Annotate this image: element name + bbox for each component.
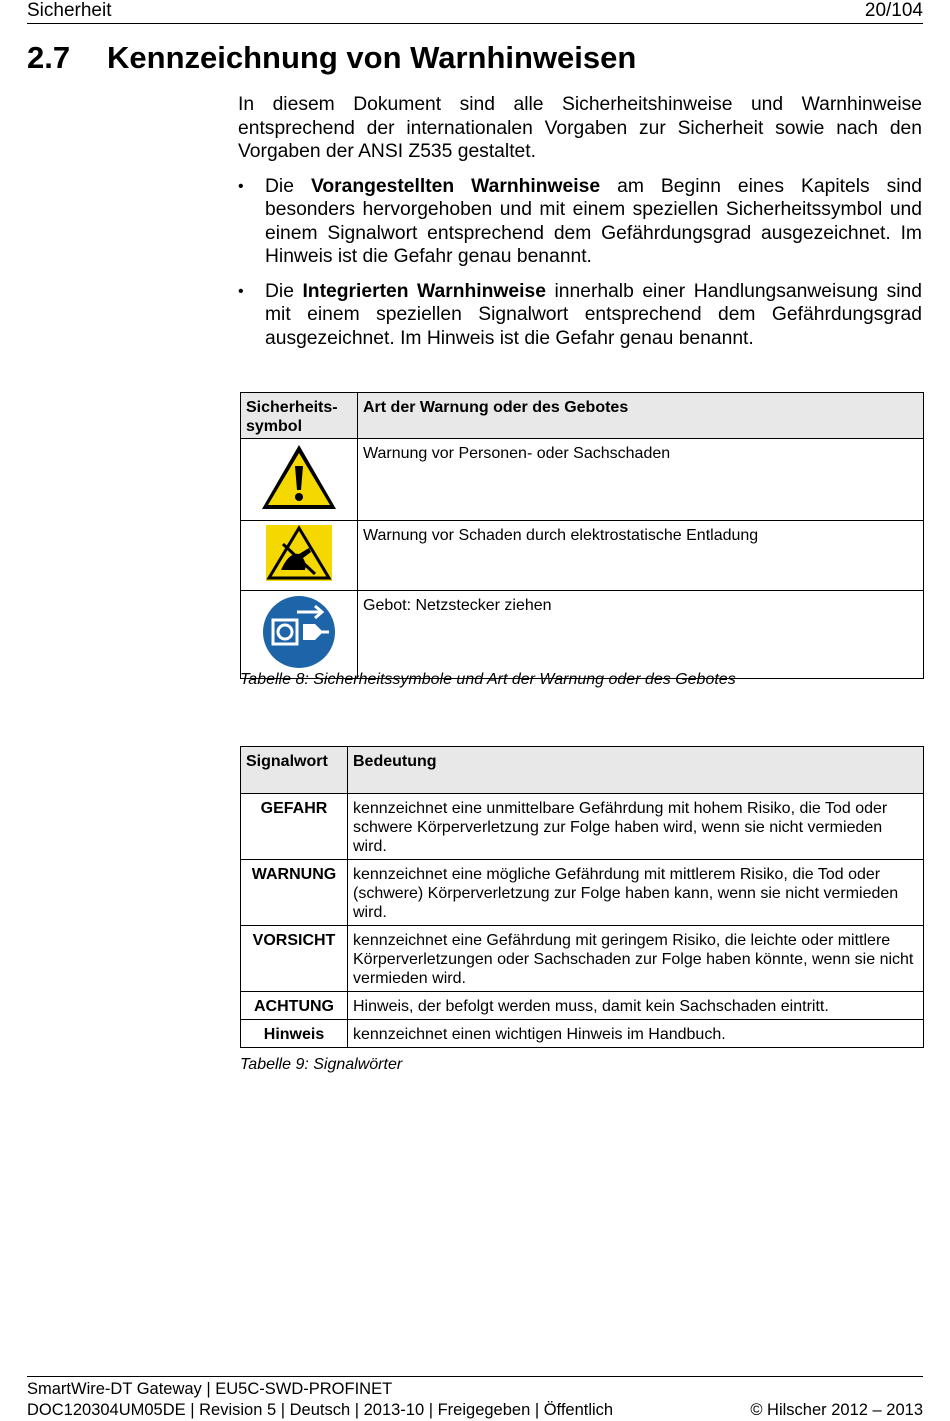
section-number: 2.7 xyxy=(27,40,71,75)
table8-caption: Tabelle 8: Sicherheitssymbole und Art der Warnung oder des Gebotes xyxy=(240,671,736,688)
header-warning-type: Art der Warnung oder des Gebotes xyxy=(358,393,924,439)
warning-text: Warnung vor Schaden durch elektrostatische Entladung xyxy=(358,521,924,591)
signal-word-table xyxy=(240,746,924,1048)
section-title: Kennzeichnung von Warnhinweisen xyxy=(107,40,637,75)
header-meaning: Bedeutung xyxy=(348,747,924,794)
warning-text: Gebot: Netzstecker ziehen xyxy=(358,591,924,679)
table9-caption: Tabelle 9: Signalwörter xyxy=(240,1056,403,1073)
signal-meaning: Hinweis, der befolgt werden muss, damit kein Sachschaden eintritt. xyxy=(348,992,924,1020)
header-page-number: 20/104 xyxy=(864,0,923,21)
bullet-text-bold: Integrierten Warnhinweise xyxy=(302,280,546,302)
table-header-row xyxy=(241,393,924,439)
signal-meaning: kennzeichnet eine Gefährdung mit geringem Risiko, die leichte oder mittlere Körperverletzungen oder Sachschaden zur Folge haben könnte, wenn sie nicht vermieden wird. xyxy=(348,926,924,992)
bullet-list xyxy=(238,175,922,351)
signal-word: WARNUNG xyxy=(241,860,348,926)
warning-triangle-icon xyxy=(259,442,339,512)
symbol-cell xyxy=(241,591,358,679)
intro-paragraph: In diesem Dokument sind alle Sicherheitshinweise und Warnhinweise entsprechend der internationalen Vorgaben zur Sicherheit sowie nach den Vorgaben der ANSI Z535 gestaltet. xyxy=(238,94,922,162)
table-row xyxy=(241,1020,924,1048)
warning-text: Warnung vor Personen- oder Sachschaden xyxy=(358,439,924,521)
header-signal-word: Signalwort xyxy=(241,747,348,794)
signal-word: GEFAHR xyxy=(241,794,348,860)
header-chapter: Sicherheit xyxy=(27,0,112,21)
page-header xyxy=(27,0,923,24)
signal-word: Hinweis xyxy=(241,1020,348,1048)
table-row xyxy=(241,591,924,679)
signal-word: VORSICHT xyxy=(241,926,348,992)
esd-warning-icon xyxy=(265,524,333,582)
safety-symbol-table xyxy=(240,392,924,679)
table-row xyxy=(241,860,924,926)
signal-meaning: kennzeichnet eine unmittelbare Gefährdung mit hohem Risiko, die Tod oder schwere Körperverletzung zur Folge haben wird, wenn sie nicht vermieden wird. xyxy=(348,794,924,860)
table-row xyxy=(241,926,924,992)
bullet-text-post: am Beginn eines Kapitels sind besonders hervorgehoben und mit einem speziellen Sicherheitssymbol und einem Signalwort entsprechend dem Gefährdungsgrad ausgezeichnet. Im Hinweis ist die Gefahr genau benannt. xyxy=(265,175,922,267)
signal-meaning: kennzeichnet eine mögliche Gefährdung mit mittlerem Risiko, die Tod oder (schwere) Körperverletzung zur Folge haben kann, wenn sie nicht vermieden wird. xyxy=(348,860,924,926)
bullet-text-post: innerhalb einer Handlungsanweisung sind mit einem speziellen Signalwort entsprechend dem Gefährdungsgrad ausgezeichnet. Im Hinweis ist die Gefahr genau benannt. xyxy=(265,280,922,349)
table-header-row xyxy=(241,747,924,794)
section-heading xyxy=(27,40,636,76)
table-row xyxy=(241,521,924,591)
table-row xyxy=(241,992,924,1020)
page-footer xyxy=(27,1376,923,1421)
table-row xyxy=(241,794,924,860)
footer-document-info: DOC120304UM05DE | Revision 5 | Deutsch | 2013-10 | Freigegeben | Öffentlich xyxy=(27,1401,614,1419)
header-symbol: Sicherheits-symbol xyxy=(241,393,358,439)
symbol-cell xyxy=(241,439,358,521)
footer-copyright: © Hilscher 2012 – 2013 xyxy=(750,1401,923,1419)
bullet-item xyxy=(238,175,922,269)
signal-meaning: kennzeichnet einen wichtigen Hinweis im Handbuch. xyxy=(348,1020,924,1048)
symbol-cell xyxy=(241,521,358,591)
intro-block xyxy=(238,93,922,361)
footer-product: SmartWire-DT Gateway | EU5C-SWD-PROFINET xyxy=(27,1380,393,1398)
unplug-mandatory-icon xyxy=(261,594,337,670)
bullet-item xyxy=(238,280,922,351)
table-row xyxy=(241,439,924,521)
signal-word: ACHTUNG xyxy=(241,992,348,1020)
bullet-text-bold: Vorangestellten Warnhinweise xyxy=(310,175,601,197)
bullet-text-pre: Die xyxy=(265,280,303,302)
bullet-text-pre: Die xyxy=(265,175,311,197)
